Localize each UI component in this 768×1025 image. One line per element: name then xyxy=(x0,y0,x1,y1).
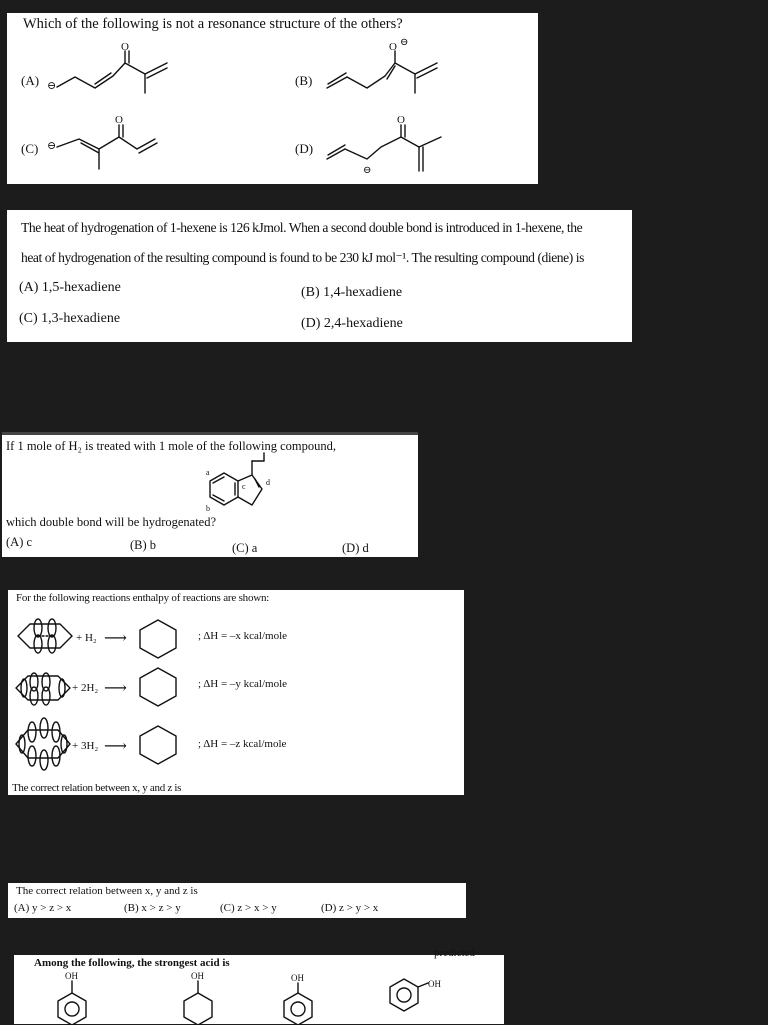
reagent-3: + 3H₂ xyxy=(72,740,99,752)
enthalpy-1: ; ΔH = –x kcal/mole xyxy=(198,630,288,642)
reactant-orbital-3 xyxy=(12,718,74,770)
option-d[interactable]: (D) z > y > x xyxy=(321,902,379,914)
option-c[interactable]: (C) 1,3-hexadiene xyxy=(19,311,121,326)
cyclohexane-product-2 xyxy=(136,666,180,706)
oh-label-a: OH xyxy=(65,971,78,981)
option-c[interactable]: (C) a xyxy=(232,541,258,555)
option-d[interactable]: (D) 2,4-hexadiene xyxy=(301,316,403,331)
reagent-1: + H₂ xyxy=(76,632,97,644)
reaction-arrow-1: ⟶ xyxy=(104,630,127,647)
bond-label-b: b xyxy=(206,504,210,513)
structure-c xyxy=(47,113,187,178)
question-stem: If 1 mole of H₂ is treated with 1 mole of the following compound, xyxy=(6,439,336,453)
reactant-orbital-2 xyxy=(12,670,74,706)
option-d-label[interactable]: (D) xyxy=(295,141,314,156)
question-card-hydrogenation xyxy=(7,210,632,342)
option-c-label[interactable]: (C) xyxy=(21,141,39,156)
reaction-arrow-2: ⟶ xyxy=(104,680,127,697)
oxygen-b: O xyxy=(389,41,397,53)
anion-charge-d: ⊖ xyxy=(363,165,372,176)
oxygen-a: O xyxy=(121,41,129,53)
option-c[interactable]: (C) z > x > y xyxy=(220,902,277,914)
anion-charge-a: ⊖ xyxy=(47,80,57,92)
structure-a xyxy=(47,41,187,106)
structure-b xyxy=(325,37,475,106)
option-b[interactable]: (B) b xyxy=(130,538,157,552)
option-a[interactable]: (A) y > z > x xyxy=(14,902,72,914)
question-line-1: The heat of hydrogenation of 1-hexene is 126 kJmol. When a second double bond is introduced in 1-hexene, the xyxy=(21,220,583,235)
question-card-relation xyxy=(8,883,466,918)
option-b[interactable]: (B) x > z > y xyxy=(124,902,181,914)
question-stem: The correct relation between x, y and z is xyxy=(16,885,198,897)
option-b[interactable]: (B) 1,4-hexadiene xyxy=(301,285,403,300)
option-d[interactable]: (D) d xyxy=(342,541,369,555)
question-text: Which of the following is not a resonance structure of the others? xyxy=(23,16,403,32)
phenol-structure-d xyxy=(384,975,454,1023)
bond-label-d: d xyxy=(266,478,270,487)
reactant-orbital-1 xyxy=(14,618,76,654)
option-b-label[interactable]: (B) xyxy=(295,73,313,88)
cyclohexanol-structure-b xyxy=(180,969,220,1025)
oxygen-d: O xyxy=(397,114,405,126)
cyclohexane-product-3 xyxy=(136,724,180,764)
bond-label-c: c xyxy=(242,482,246,491)
cyclohexane-product-1 xyxy=(136,618,180,658)
question-text: which double bond will be hydrogenated? xyxy=(6,515,217,529)
phenol-structure-a xyxy=(54,969,94,1025)
anion-charge-c: ⊖ xyxy=(47,140,57,152)
question-card-indene xyxy=(2,432,418,557)
anion-charge-b: ⊖ xyxy=(400,37,409,48)
oh-label-c: OH xyxy=(291,973,304,983)
top-cutoff-text: predicted xyxy=(434,947,475,959)
question-stem: Among the following, the strongest acid is xyxy=(34,957,230,969)
oxygen-c: O xyxy=(115,114,123,126)
indene-structure xyxy=(202,453,312,525)
enthalpy-2: ; ΔH = –y kcal/mole xyxy=(198,678,288,690)
option-a[interactable]: (A) 1,5-hexadiene xyxy=(19,280,121,295)
structure-d xyxy=(325,113,475,183)
question-line-2: heat of hydrogenation of the resulting compound is found to be 230 kJ mol⁻¹. The resulting compound (diene) is xyxy=(21,250,584,265)
oh-label-d: OH xyxy=(428,979,441,989)
question-card-enthalpy xyxy=(8,590,464,795)
reagent-2: + 2H₂ xyxy=(72,682,99,694)
question-stem: For the following reactions enthalpy of reactions are shown: xyxy=(16,592,270,604)
oh-label-b: OH xyxy=(191,971,204,981)
option-a[interactable]: (A) c xyxy=(6,535,33,549)
option-a-label[interactable]: (A) xyxy=(21,73,40,88)
reaction-arrow-3: ⟶ xyxy=(104,738,127,755)
phenol-structure-c xyxy=(280,969,320,1025)
footer-text: The correct relation between x, y and z is xyxy=(12,782,182,794)
question-card-resonance xyxy=(7,13,538,184)
bond-label-a: a xyxy=(206,468,210,477)
question-card-acid xyxy=(14,947,504,1024)
enthalpy-3: ; ΔH = –z kcal/mole xyxy=(198,738,287,750)
